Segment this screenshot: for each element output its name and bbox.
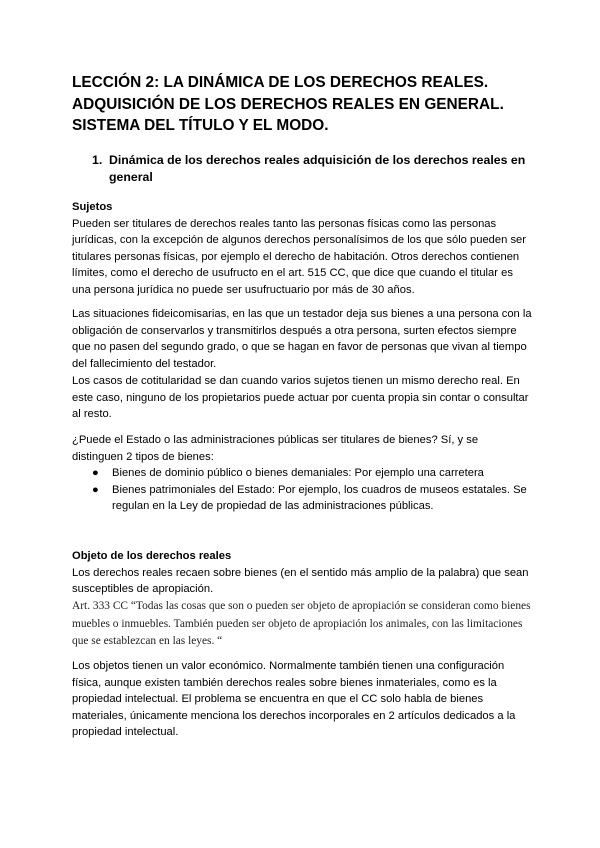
sujetos-section (72, 199, 532, 299)
sujetos-paragraph-3: Los casos de cotitularidad se dan cuando varios sujetos tienen un mismo derecho real. En este caso, ninguno de los propietarios puede actuar por cuenta propia sin contar o consultar al resto. (72, 375, 529, 421)
sujetos-heading: Sujetos (72, 201, 113, 213)
list-item (92, 465, 532, 482)
bullet-icon: ● (92, 467, 99, 480)
section-title: Dinámica de los derechos reales adquisición de los derechos reales en general (109, 153, 526, 184)
bullet-icon: ● (92, 483, 99, 496)
article-quote: Art. 333 CC “Todas las cosas que son o pueden ser objeto de apropiación se consideran como bienes muebles o inmuebles. También pueden ser objeto de apropiación los animales, con las limitaciones que se establezcan en las leyes. “ (72, 599, 531, 648)
objeto-heading: Objeto de los derechos reales (72, 550, 232, 562)
sujetos-paragraph-1: Pueden ser titulares de derechos reales tanto las personas físicas como las personas jurídicas, con la excepción de algunos derechos personalísimos de los que sólo pueden ser titulares personas físicas, por ejemplo el derecho de habitación. Otros derechos contienen límites, como el derecho de usufructo en el art. 515 CC, que dice que cuando el titular es una persona jurídica no puede ser usufructuario por más de 30 años. (72, 217, 526, 296)
section-heading (92, 152, 532, 186)
list-item-text: Bienes de dominio público o bienes demaniales: Por ejemplo una carretera (112, 467, 484, 480)
lesson-title: LECCIÓN 2: LA DINÁMICA DE LOS DERECHOS REALES. ADQUISICIÓN DE LOS DERECHOS REALES EN GENERAL. SISTEMA DEL TÍTULO Y EL MODO. (72, 74, 504, 134)
objeto-paragraph-block (72, 658, 532, 741)
objeto-paragraph-1: Los derechos reales recaen sobre bienes (en el sentido más amplio de la palabra) que sean susceptibles de apropiación. (72, 566, 529, 596)
sujetos-paragraph-4: ¿Puede el Estado o las administraciones públicas ser titulares de bienes? Sí, y se distinguen 2 tipos de bienes: (72, 434, 479, 463)
section-number: 1. (92, 153, 103, 167)
objeto-section (72, 548, 532, 651)
fideicomisarias-paragraph-block (72, 306, 532, 372)
objeto-paragraph-2: Los objetos tienen un valor económico. Normalmente también tienen una configuración física, aunque existen también derechos reales sobre bienes inmateriales, como es la propiedad intelectual. El problema se encuentra en que el CC solo habla de bienes materiales, únicamente menciona los derechos incorporales en 2 artículos dedicados a la propiedad intelectual. (72, 660, 516, 739)
estado-paragraph-block (72, 432, 532, 515)
cotitularidad-paragraph-block (72, 373, 532, 423)
list-item-text: Bienes patrimoniales del Estado: Por ejemplo, los cuadros de museos estatales. Se regulan en la Ley de propiedad de las administraciones públicas. (112, 483, 527, 513)
sujetos-paragraph-2: Las situaciones fideicomisarias, en las que un testador deja sus bienes a una persona con la obligación de conservarlos y transmitirlos después a otra persona, surten efectos siempre que no pasen del segundo grado, o que se hagan en favor de personas que vivan al tiempo del fallecimiento del testador. (72, 308, 532, 370)
bienes-list (72, 465, 532, 515)
list-item (92, 482, 532, 515)
